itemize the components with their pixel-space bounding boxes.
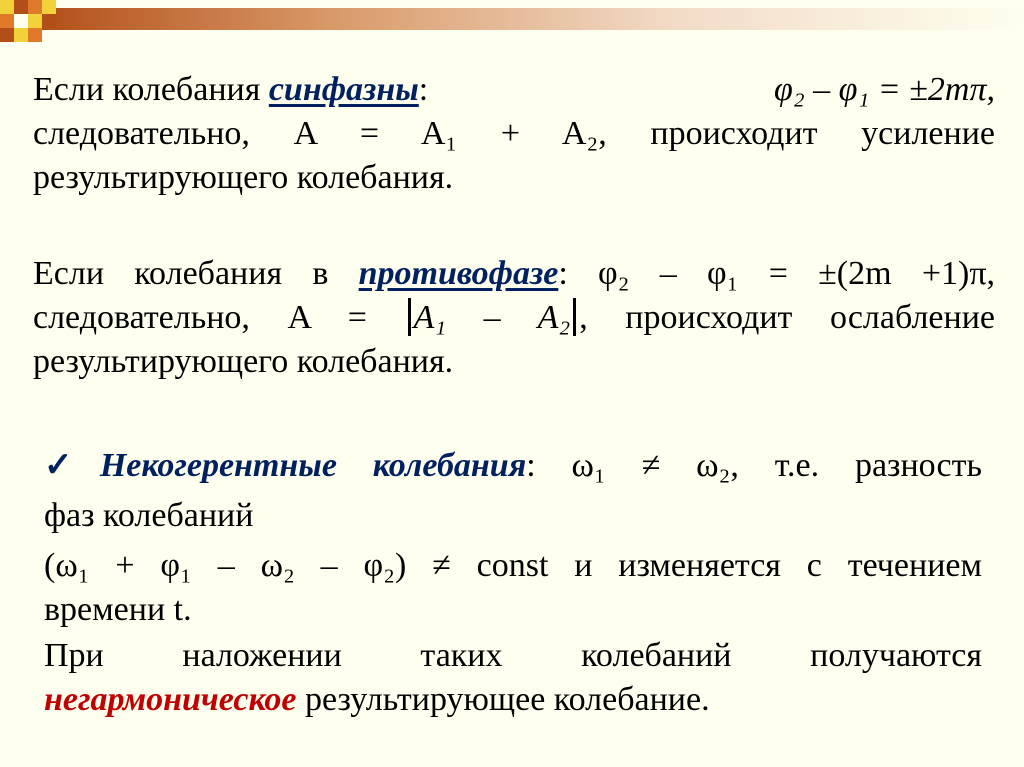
checkmark-icon: ✓ (44, 447, 100, 484)
deco-square (42, 0, 56, 14)
p3-line-5: При наложении таких колебаний получаются (44, 637, 982, 674)
p1-line-2: следовательно, A = A₁ + A₂, происходит усиление (33, 115, 995, 152)
deco-square (42, 14, 56, 28)
p3-line-4: времени t. (44, 591, 192, 628)
p2-lead: Если колебания в (33, 255, 359, 292)
deco-square (14, 0, 28, 14)
p2-line-1 (33, 252, 995, 296)
p2-line-3: результирующего колебания. (33, 343, 454, 380)
paragraph-synphase (33, 68, 995, 200)
p1-line-1-text (33, 68, 428, 112)
p3-line-6 (44, 678, 982, 722)
p3-line-1-rest: : ω₁ ≠ ω₂, т.е. разность (526, 447, 982, 484)
term-synphase: синфазны (268, 71, 419, 108)
deco-square (0, 0, 14, 14)
title-decoration-bar (0, 0, 1024, 44)
formula-phase-difference-antiphase: : φ₂ – φ₁ = ±(2m +1)π, (558, 255, 995, 292)
paragraph-antiphase (33, 252, 995, 384)
formula-phase-difference-synphase: φ₂ – φ₁ = ±2mπ, (774, 71, 995, 108)
deco-square (28, 14, 42, 28)
abs-expression: A₁ – A₂ (413, 299, 571, 336)
term-antiphase: противофазе (358, 255, 559, 292)
p1-colon: : (418, 71, 429, 108)
p3-line-6-rest: результирующее колебание. (296, 681, 710, 718)
deco-square (28, 28, 42, 42)
p2-line-2-end: , происходит ослабление (579, 299, 995, 336)
paragraph-incoherent (44, 444, 982, 722)
p1-line-3: результирующего колебания. (33, 159, 454, 196)
p3-line-3: (ω₁ + φ₁ – ω₂ – φ₂) ≠ const и изменяется с течением (44, 547, 982, 584)
deco-square (14, 28, 28, 42)
p1-line-1 (33, 68, 995, 112)
deco-square (0, 14, 14, 28)
p3-line-1 (44, 444, 982, 488)
gradient-strip (40, 8, 1024, 30)
deco-square (0, 28, 14, 42)
p3-line-2: фаз колебаний (44, 497, 254, 534)
deco-square (28, 0, 42, 14)
term-nonharmonic: негармоническое (44, 681, 297, 718)
abs-bar-left (408, 298, 411, 336)
p1-lead: Если колебания (33, 71, 269, 108)
p2-line-2-start: следовательно, A = (33, 299, 405, 336)
abs-bar-right (573, 298, 576, 336)
term-incoherent: Некогерентные колебания (99, 447, 527, 484)
p2-line-2 (33, 296, 995, 340)
